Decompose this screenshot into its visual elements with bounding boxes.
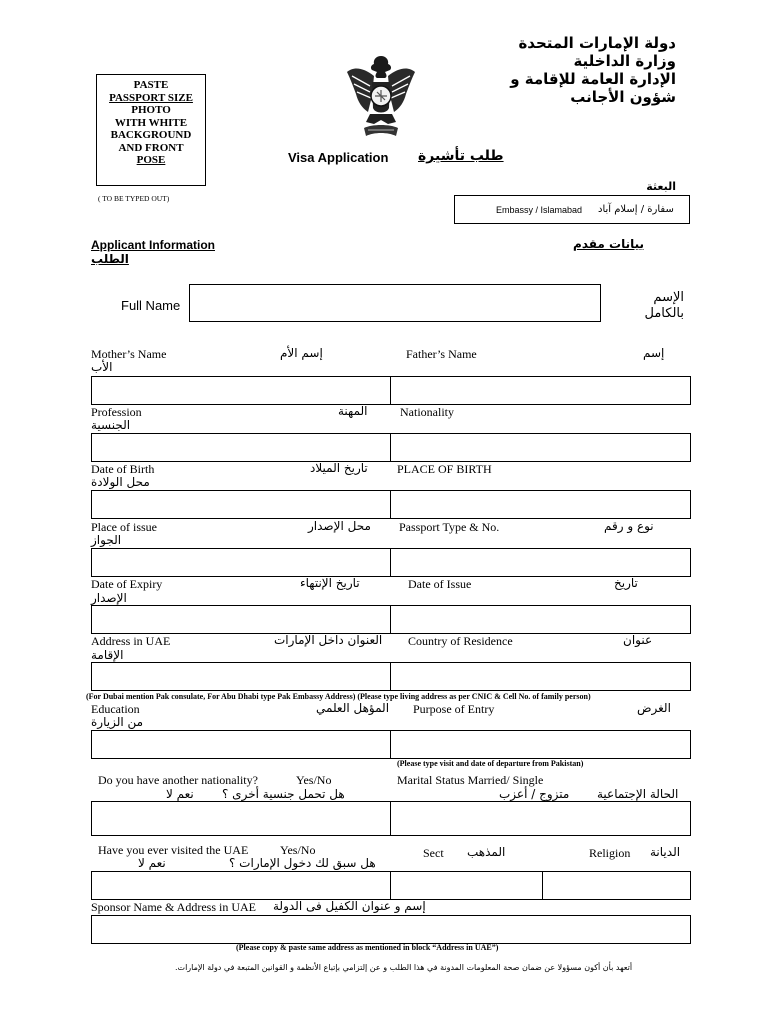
pledge-statement: أتعهد بأن أكون مسؤولا عن ضمان صحة المعلومات المدونة في هذا الطلب و عن إلتزامي بإتباع الأنظمة و القوانين المتبعة في دولة الإمارات. bbox=[175, 963, 633, 972]
nationality-label: Nationality bbox=[400, 405, 454, 419]
religion-label: Religion bbox=[589, 846, 631, 860]
father-name-label: Father’s Name bbox=[406, 347, 477, 361]
visited-sect-religion-row bbox=[91, 871, 691, 900]
divider bbox=[390, 662, 391, 691]
marital-options-arabic: متزوج / أعزب bbox=[499, 787, 570, 801]
issue-date-label-arabic: تاريخ bbox=[614, 576, 638, 590]
address-residence-row bbox=[91, 662, 691, 691]
another-nationality-options: Yes/No bbox=[296, 773, 332, 787]
visited-uae-label-arabic: هل سبق لك دخول الإمارات ؟ bbox=[229, 856, 376, 870]
sponsor-label: Sponsor Name & Address in UAE bbox=[91, 900, 256, 914]
marital-status-label: Marital Status Married/ Single bbox=[397, 773, 544, 787]
visited-uae-label: Have you ever visited the UAE bbox=[98, 843, 249, 857]
dob-label-arabic: تاريخ الميلاد bbox=[310, 461, 368, 475]
full-name-input[interactable] bbox=[189, 284, 601, 322]
mother-father-row bbox=[91, 376, 691, 405]
photo-line: POSE bbox=[136, 154, 166, 166]
issue-date-label-arabic-cont: الإصدار bbox=[91, 591, 127, 605]
dob-label: Date of Birth bbox=[91, 462, 155, 476]
divider bbox=[390, 605, 391, 634]
header-line-4: شؤون الأجانب bbox=[570, 88, 676, 106]
another-nationality-label-arabic: هل تحمل جنسية أخرى ؟ bbox=[222, 787, 345, 801]
marital-status-label-arabic: الحالة الإجتماعية bbox=[597, 787, 679, 801]
full-name-arabic-line: الإسم bbox=[653, 290, 684, 305]
address-note: (For Dubai mention Pak consulate, For Abu Dhabi type Pak Embassy Address) (Please type living address as per CNIC & Cell No. of family person) bbox=[86, 692, 591, 701]
header-line-2: وزارة الداخلية bbox=[573, 52, 676, 70]
embassy-english: Embassy / Islamabad bbox=[496, 205, 583, 215]
purpose-note: (Please type visit and date of departure from Pakistan) bbox=[397, 759, 584, 768]
divider bbox=[390, 730, 391, 759]
full-name-arabic-line: بالكامل bbox=[644, 306, 684, 321]
nationality-marital-row bbox=[91, 801, 691, 836]
divider bbox=[390, 871, 391, 900]
passport-type-label-arabic: نوع و رقم bbox=[604, 519, 654, 533]
another-nationality-label: Do you have another nationality? bbox=[98, 773, 258, 787]
education-label: Education bbox=[91, 702, 140, 716]
section-heading-arabic: بيانات مقدم bbox=[573, 237, 644, 251]
father-name-label-arabic-cont: الأب bbox=[91, 360, 113, 374]
father-name-label-arabic: إسم bbox=[643, 346, 665, 360]
pob-label-arabic: محل الولادة bbox=[91, 475, 150, 489]
residence-label-arabic: عنوان bbox=[623, 633, 653, 647]
divider bbox=[390, 376, 391, 405]
issue-date-label: Date of Issue bbox=[408, 577, 472, 591]
profession-nationality-row bbox=[91, 433, 691, 462]
photo-line: PASSPORT SIZE bbox=[109, 91, 193, 104]
divider bbox=[542, 871, 543, 900]
passport-type-label-arabic-cont: الجواز bbox=[91, 533, 122, 547]
full-name-label-arabic bbox=[645, 290, 685, 322]
typed-note: ( TO BE TYPED OUT) bbox=[98, 194, 170, 203]
profession-label: Profession bbox=[91, 405, 142, 419]
photo-instructions bbox=[96, 79, 206, 167]
photo-line: WITH WHITE bbox=[114, 116, 188, 129]
place-of-issue-label-arabic: محل الإصدار bbox=[308, 519, 371, 533]
place-of-issue-label: Place of issue bbox=[91, 520, 157, 534]
full-name-label: Full Name bbox=[121, 298, 181, 313]
embassy-arabic: سفارة / إسلام آباد bbox=[598, 204, 674, 215]
divider bbox=[390, 433, 391, 462]
expiry-label-arabic: تاريخ الإنتهاء bbox=[300, 576, 360, 590]
sponsor-note: (Please copy & paste same address as mentioned in block “Address in UAE”) bbox=[236, 943, 499, 952]
expiry-issue-row bbox=[91, 605, 691, 634]
ministry-header bbox=[510, 34, 676, 106]
passport-type-label: Passport Type & No. bbox=[399, 520, 500, 534]
photo-line: BACKGROUND bbox=[110, 129, 192, 141]
issue-passport-row bbox=[91, 548, 691, 577]
section-heading-english: Applicant Information bbox=[91, 238, 215, 252]
visited-uae-options: Yes/No bbox=[280, 843, 316, 857]
pob-label: PLACE OF BIRTH bbox=[397, 462, 492, 476]
photo-line: AND FRONT bbox=[118, 141, 184, 154]
header-line-3: الإدارة العامة للإقامة و bbox=[510, 70, 676, 88]
header-line-1: دولة الإمارات المتحدة bbox=[518, 34, 676, 52]
sponsor-label-arabic: إسم و عنوان الكفيل فى الدولة bbox=[273, 899, 426, 913]
title-english: Visa Application bbox=[288, 150, 389, 165]
uae-emblem-icon bbox=[344, 50, 418, 144]
address-uae-label: Address in UAE bbox=[91, 634, 171, 648]
photo-line: PASTE bbox=[133, 79, 169, 91]
profession-label-arabic: المهنة bbox=[338, 404, 368, 418]
mission-label: البعثة bbox=[646, 180, 676, 193]
mother-name-label-arabic: إسم الأم bbox=[280, 346, 323, 360]
sponsor-input[interactable] bbox=[91, 915, 691, 944]
divider bbox=[390, 490, 391, 519]
religion-label-arabic: الديانة bbox=[650, 845, 681, 859]
dob-pob-row bbox=[91, 490, 691, 519]
purpose-label-arabic: الغرض bbox=[637, 701, 671, 715]
purpose-label: Purpose of Entry bbox=[413, 702, 495, 716]
residence-label: Country of Residence bbox=[408, 634, 513, 648]
mother-name-label: Mother’s Name bbox=[91, 347, 167, 361]
another-nationality-options-arabic: نعم لا bbox=[166, 787, 194, 801]
sect-label-arabic: المذهب bbox=[467, 845, 506, 859]
education-label-arabic: المؤهل العلمي bbox=[316, 701, 390, 715]
residence-label-arabic-cont: الإقامة bbox=[91, 648, 124, 662]
section-heading-arabic-cont: الطلب bbox=[91, 252, 129, 266]
sect-label: Sect bbox=[423, 846, 444, 860]
divider bbox=[390, 548, 391, 577]
visited-uae-options-arabic: نعم لا bbox=[138, 856, 166, 870]
education-purpose-row bbox=[91, 730, 691, 759]
address-uae-label-arabic: العنوان داخل الإمارات bbox=[274, 633, 383, 647]
nationality-label-arabic: الجنسية bbox=[91, 418, 131, 432]
photo-line: PHOTO bbox=[131, 104, 171, 116]
expiry-label: Date of Expiry bbox=[91, 577, 163, 591]
title-arabic: طلب تأشيرة bbox=[418, 148, 504, 164]
divider bbox=[390, 801, 391, 836]
purpose-label-arabic-cont: من الزيارة bbox=[91, 715, 144, 729]
